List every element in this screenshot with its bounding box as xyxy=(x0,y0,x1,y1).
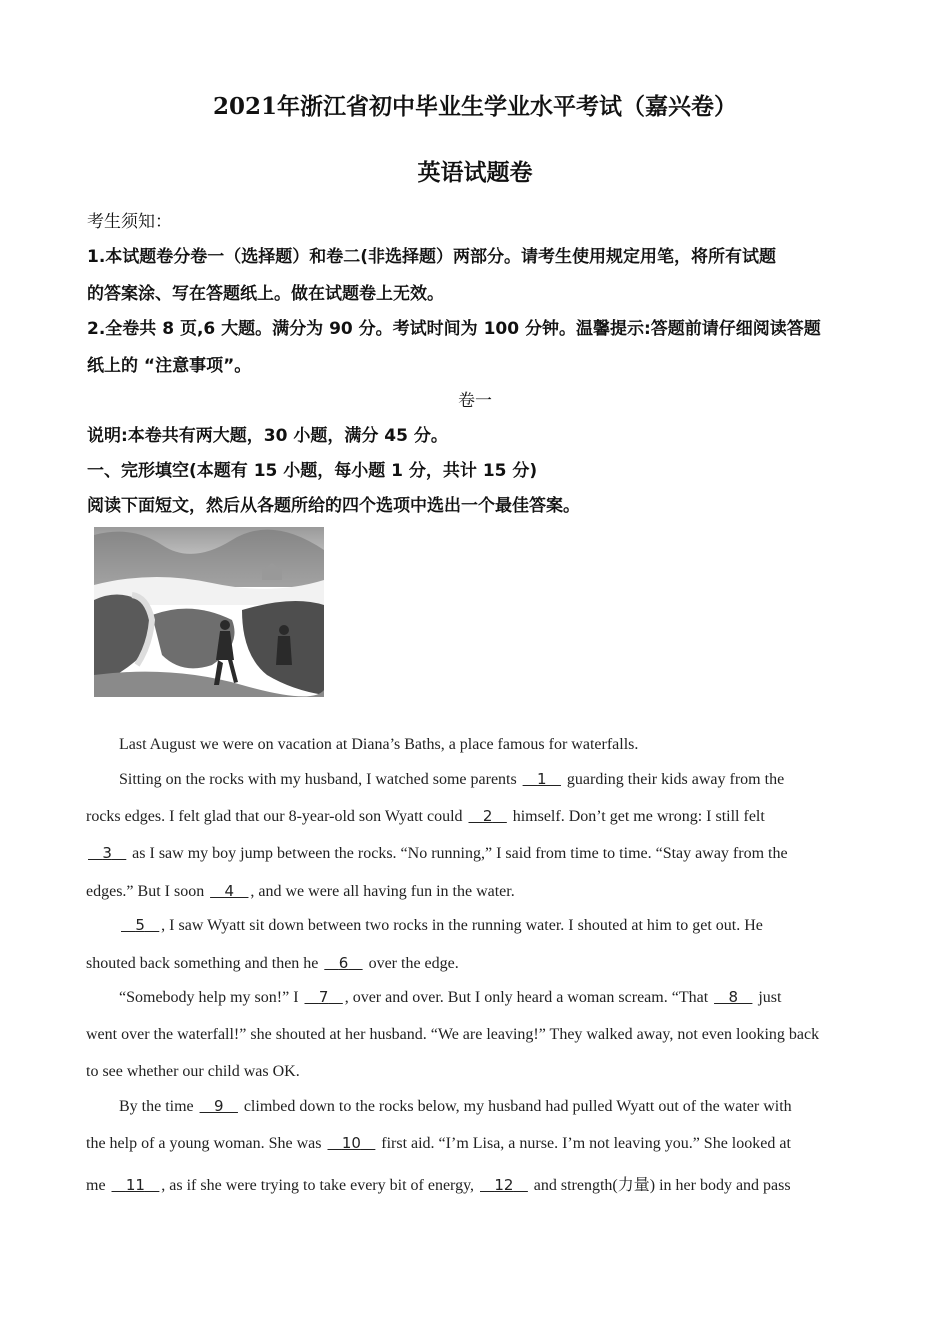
blank-6: 6 xyxy=(338,954,349,972)
passage-line-8 xyxy=(119,988,781,1007)
passage-line-2 xyxy=(119,770,784,789)
part-one-instruction: 阅读下面短文，然后从各题所给的四个选项中选出一个最佳答案。 xyxy=(87,496,580,516)
blank-7: 7 xyxy=(318,988,329,1006)
passage-text: , over and over. But I only heard a woman scream. “That xyxy=(344,989,713,1006)
blank-1: 1 xyxy=(537,770,547,788)
passage-text: “Somebody help my son!” I xyxy=(119,989,303,1006)
section-name: 卷一 xyxy=(458,391,492,411)
passage-text: as I saw my boy jump between the rocks. “No running,” I said from time to time. “Stay away from the xyxy=(128,845,788,862)
passage-text: and strength(力量) in her body and pass xyxy=(529,1177,791,1194)
passage-line-10: to see whether our child was OK. xyxy=(86,1063,300,1080)
blank-11: 11 xyxy=(125,1176,145,1194)
blank-8: 8 xyxy=(728,988,738,1006)
passage-text: By the time xyxy=(119,1098,198,1115)
blank-10: 10 xyxy=(341,1134,361,1152)
exam-title: 2021年浙江省初中毕业生学业水平考试（嘉兴卷） xyxy=(212,93,737,120)
passage-line-12 xyxy=(86,1134,791,1153)
passage-text: climbed down to the rocks below, my husband had pulled Wyatt out of the water with xyxy=(239,1098,792,1115)
blank-5: 5 xyxy=(135,916,145,934)
notice-item-1-line-1: 1.本试题卷分卷一（选择题）和卷二(非选择题）两部分。请考生使用规定用笔，将所有试题 xyxy=(87,247,777,267)
passage-text: Sitting on the rocks with my husband, I watched some parents xyxy=(119,771,521,788)
passage-text: guarding their kids away from the xyxy=(562,771,785,788)
exam-subtitle: 英语试题卷 xyxy=(417,159,533,186)
notice-item-2-line-2: 纸上的 “注意事项”。 xyxy=(87,356,252,376)
section-description: 说明:本卷共有两大题，30 小题，满分 45 分。 xyxy=(87,426,448,446)
passage-line-4 xyxy=(86,844,788,863)
passage-line-7 xyxy=(86,954,459,973)
passage-text: the help of a young woman. She was xyxy=(86,1135,326,1152)
notice-label: 考生须知： xyxy=(87,212,172,232)
passage-text: rocks edges. I felt glad that our 8-year-old son Wyatt could xyxy=(86,808,467,825)
passage-text: himself. Don’t get me wrong: I still felt xyxy=(508,808,765,825)
passage-line-9: went over the waterfall!” she shouted at her husband. “We are leaving!” They walked away, not even looking back xyxy=(86,1026,820,1043)
passage-line-3 xyxy=(86,807,765,826)
passage-line-5 xyxy=(86,882,515,901)
notice-item-1-line-2: 的答案涂、写在答题纸上。做在试题卷上无效。 xyxy=(87,284,444,304)
passage-text: first aid. “I’m Lisa, a nurse. I’m not leaving you.” She looked at xyxy=(377,1135,791,1152)
blank-12: 12 xyxy=(494,1176,514,1194)
passage-text: , I saw Wyatt sit down between two rocks in the running water. I shouted at him to get out. He xyxy=(161,917,763,934)
part-one-heading: 一、完形填空(本题有 15 小题，每小题 1 分，共计 15 分) xyxy=(87,461,538,481)
passage-line-13 xyxy=(86,1172,791,1195)
waterfall-illustration xyxy=(92,525,326,697)
passage-text: shouted back something and then he xyxy=(86,955,323,972)
blank-3: 3 xyxy=(102,844,112,862)
passage-text: over the edge. xyxy=(364,955,459,972)
passage-text: , and we were all having fun in the water. xyxy=(250,883,515,900)
passage-text: edges.” But I soon xyxy=(86,883,209,900)
blank-2: 2 xyxy=(482,807,493,825)
passage-text: , as if she were trying to take every bit of energy, xyxy=(161,1177,479,1194)
passage-line-6 xyxy=(119,916,763,935)
notice-item-2-line-1: 2.全卷共 8 页,6 大题。满分为 90 分。考试时间为 100 分钟。温馨提示:答题前请仔细阅读答题 xyxy=(87,319,821,339)
blank-9: 9 xyxy=(213,1097,224,1115)
blank-4: 4 xyxy=(224,882,235,900)
passage-line-11 xyxy=(119,1097,792,1116)
passage-text: me xyxy=(86,1177,110,1194)
passage-paragraph-1: Last August we were on vacation at Diana’s Baths, a place famous for waterfalls. xyxy=(119,736,639,753)
passage-text: just xyxy=(754,989,782,1006)
